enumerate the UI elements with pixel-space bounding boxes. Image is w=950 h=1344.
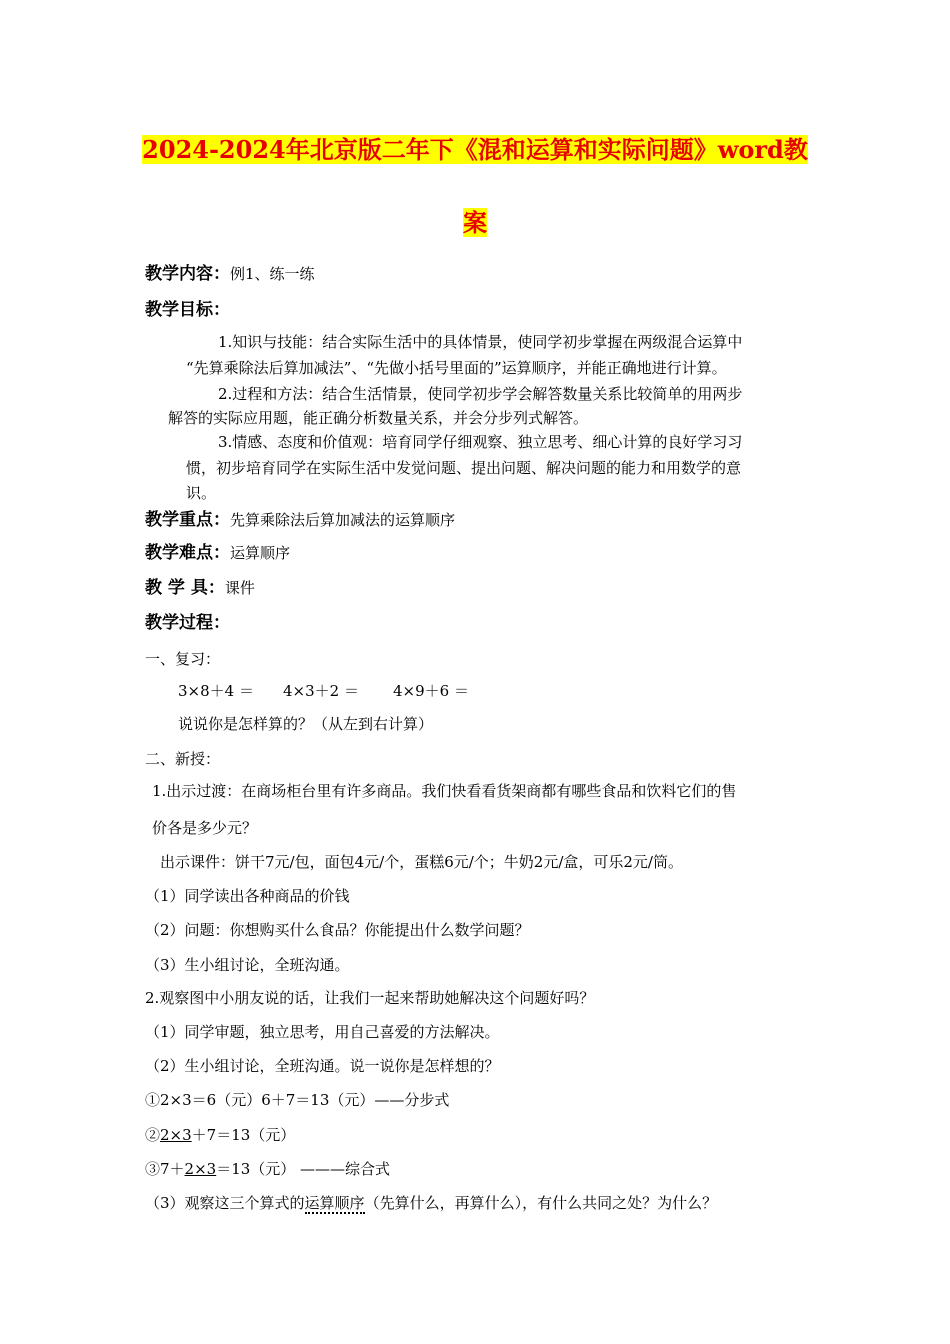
goal3-line2: 惯，初步培育同学在实际生活中发觉问题、提出问题、解决问题的能力和用数学的意 (186, 459, 742, 477)
teaching-content (145, 264, 315, 284)
step-1: （1）同学读出各种商品的价钱 (145, 887, 350, 905)
formula-1: ①2×3＝6（元）6＋7＝13（元）——分步式 (145, 1091, 450, 1109)
step-3: （3）生小组讨论，全班沟通。 (145, 956, 350, 974)
key-value: 先算乘除法后算加减法的运算顺序 (230, 511, 456, 529)
formula-3-underlined: 2×3 (184, 1160, 217, 1178)
newlesson-heading: 二、新授： (145, 750, 221, 768)
process-label: 教学过程： (145, 613, 230, 633)
teaching-key (145, 510, 455, 530)
teaching-difficulty (145, 543, 290, 563)
tools-label: 教 学 具： (145, 578, 225, 598)
tools-value: 课件 (224, 579, 255, 597)
goal2-line2: 解答的实际应用题，能正确分析数量关系，并会分步列式解答。 (168, 409, 589, 427)
difficult-label: 教学难点： (145, 543, 230, 563)
goal2-line1: 2.过程和方法：结合生活情景，使同学初步学会解答数量关系比较简单的用两步 (218, 385, 743, 403)
goal3-line1: 3.情感、态度和价值观：培育同学仔细观察、独立思考、细心计算的良好学习习 (218, 433, 743, 451)
newlesson-p1-line2: 价各是多少元？ (152, 819, 258, 837)
review-expr3: 4×9＋6 ＝ (393, 682, 469, 700)
task-2: （2）生小组讨论，全班沟通。说一说你是怎样想的？ (145, 1057, 500, 1075)
step-2: （2）问题：你想购买什么食品？你能提出什么数学问题？ (145, 921, 530, 939)
formula-3-rest: ＝13（元） ———综合式 (216, 1160, 391, 1178)
task-3-rest: （先算什么，再算什么），有什么共同之处？为什么？ (364, 1194, 718, 1212)
formula-3 (145, 1159, 390, 1179)
task-3 (145, 1193, 717, 1213)
formula-2 (145, 1125, 295, 1145)
key-label: 教学重点： (145, 510, 230, 530)
formula-3-prefix: ③7＋ (145, 1160, 185, 1178)
goal1-line2: “先算乘除法后算加减法”、“先做小括号里面的”运算顺序，并能正确地进行计算。 (186, 359, 727, 377)
review-question: 说说你是怎样算的？（从左到右计算） (178, 715, 434, 733)
goal1-line1: 1.知识与技能：结合实际生活中的具体情景，使同学初步掌握在两级混合运算中 (218, 333, 743, 351)
teaching-tools (145, 578, 255, 598)
review-expr1: 3×8＋4 ＝ (178, 682, 254, 700)
document-title-line1 (0, 133, 950, 167)
content-label: 教学内容： (145, 264, 230, 284)
formula-2-rest: ＋7＝13（元） (191, 1126, 296, 1144)
title-text-1: 2024-2024年北京版二年下《混和运算和实际问题》word教 (142, 135, 808, 164)
courseware-line: 出示课件：饼干7元/包，面包4元/个，蛋糕6元/个；牛奶2元/盒，可乐2元/筒。 (160, 853, 683, 871)
newlesson-p1-line1: 1.出示过渡：在商场柜台里有许多商品。我们快看看货架商都有哪些食品和饮料它们的售 (152, 782, 737, 800)
title-text-2: 案 (463, 208, 487, 237)
content-value: 例1、练一练 (230, 265, 315, 283)
document-title-line2 (0, 206, 950, 240)
task-3-prefix: （3）观察这三个算式的 (145, 1194, 305, 1212)
review-heading: 一、复习： (145, 650, 221, 668)
formula-2-underlined: 2×3 (160, 1126, 192, 1144)
difficult-value: 运算顺序 (230, 544, 291, 562)
task-3-emphasis: 运算顺序 (304, 1194, 365, 1212)
goal3-line3: 识。 (186, 484, 217, 502)
formula-2-prefix: ② (145, 1126, 161, 1144)
task-1: （1）同学审题，独立思考，用自己喜爱的方法解决。 (145, 1023, 500, 1041)
review-expr2: 4×3＋2 ＝ (283, 682, 359, 700)
goals-label: 教学目标： (145, 300, 230, 320)
newlesson-p2: 2.观察图中小朋友说的话，让我们一起来帮助她解决这个问题好吗？ (145, 989, 595, 1007)
